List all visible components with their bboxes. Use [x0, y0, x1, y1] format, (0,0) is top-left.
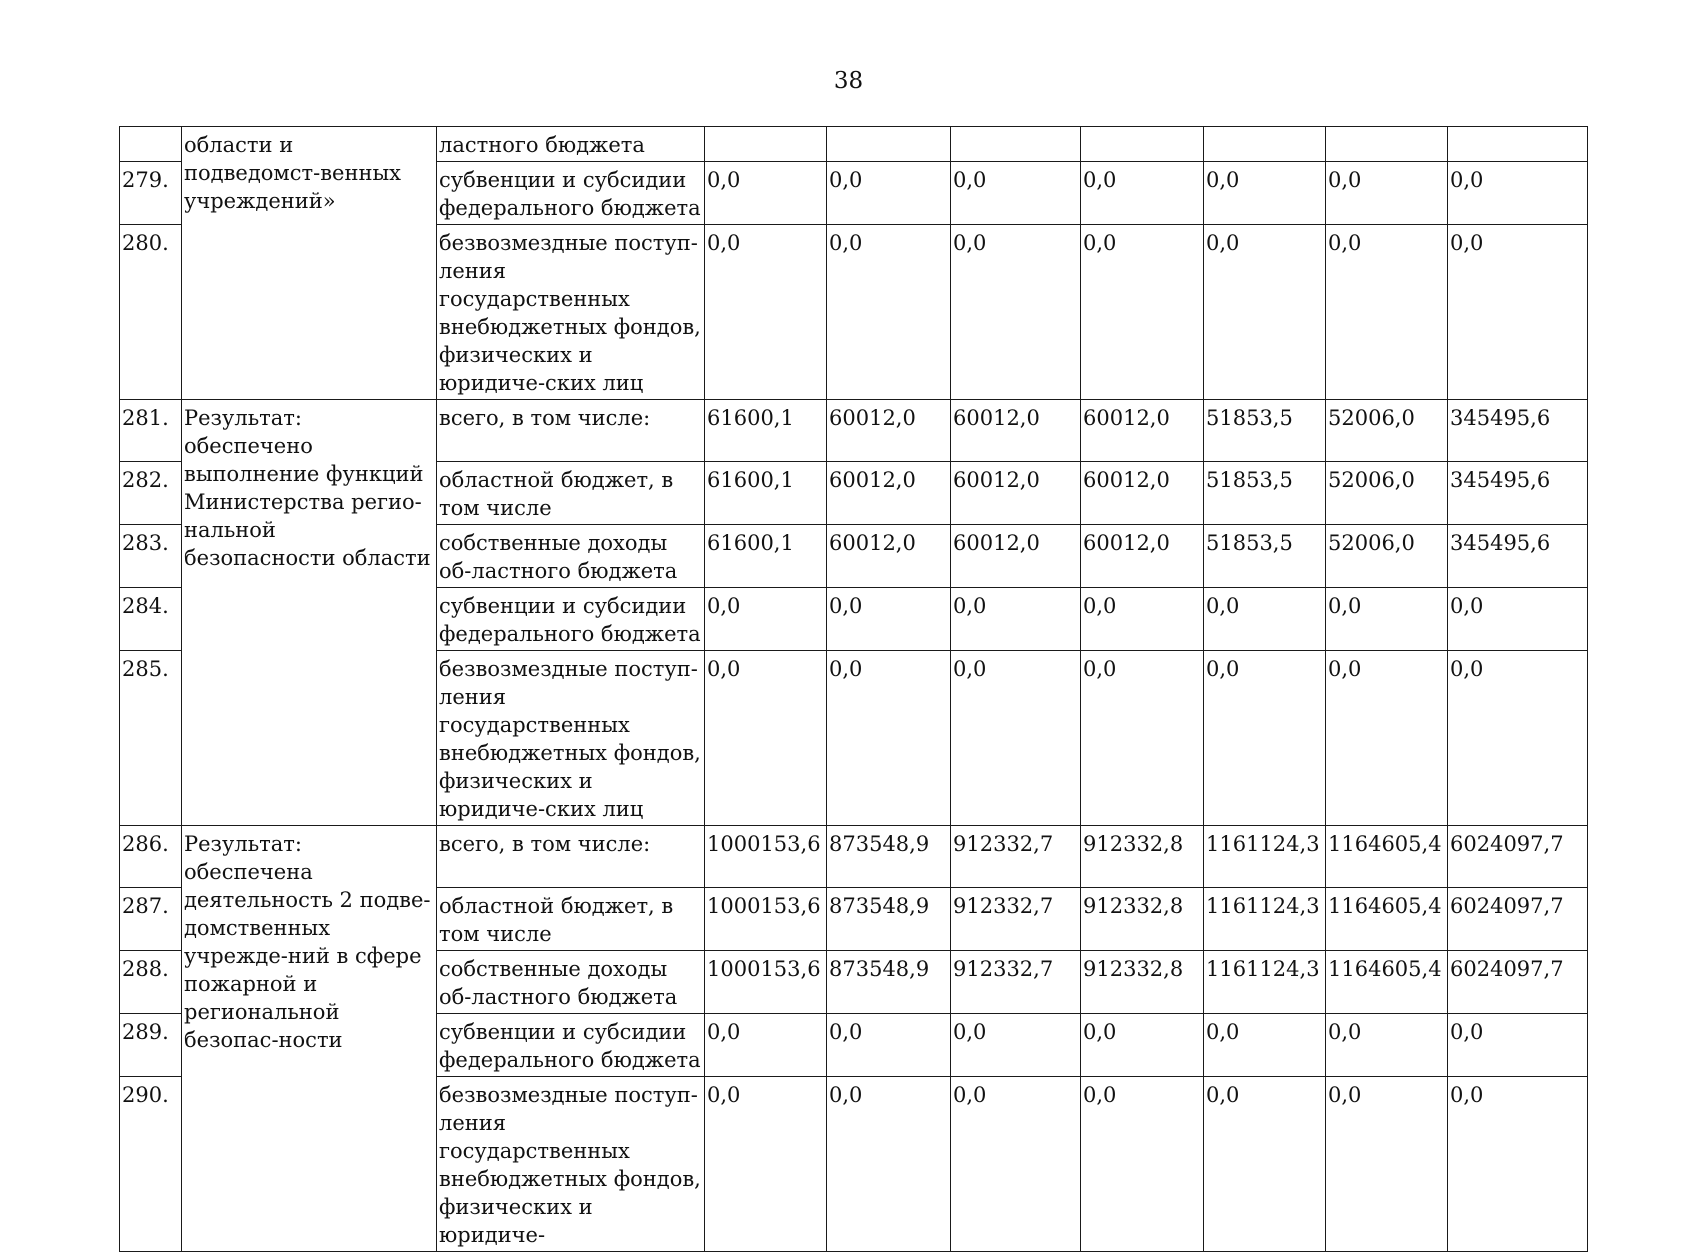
value-cell: 0,0 — [1326, 225, 1448, 400]
value-cell: 6024097,7 — [1448, 826, 1588, 888]
value-cell: 60012,0 — [951, 462, 1081, 525]
value-cell: 0,0 — [1448, 588, 1588, 651]
funding-source: безвозмездные поступ-ления государственных внебюджетных фондов, физических и юридиче-ских лиц — [437, 651, 705, 826]
value-cell: 1161124,3 — [1204, 888, 1326, 951]
value-cell: 912332,8 — [1081, 888, 1204, 951]
value-cell — [1448, 127, 1588, 162]
value-cell: 1000153,6 — [705, 888, 827, 951]
value-cell — [951, 127, 1081, 162]
funding-source: ластного бюджета — [437, 127, 705, 162]
value-cell: 0,0 — [1448, 1077, 1588, 1252]
value-cell: 0,0 — [1326, 588, 1448, 651]
value-cell: 60012,0 — [1081, 462, 1204, 525]
value-cell: 0,0 — [827, 1014, 951, 1077]
value-cell: 60012,0 — [827, 525, 951, 588]
value-cell: 60012,0 — [951, 525, 1081, 588]
value-cell: 61600,1 — [705, 400, 827, 462]
value-cell: 60012,0 — [827, 400, 951, 462]
row-number: 281. — [120, 400, 182, 462]
row-number: 285. — [120, 651, 182, 826]
value-cell: 0,0 — [951, 588, 1081, 651]
value-cell: 0,0 — [1081, 588, 1204, 651]
value-cell: 912332,7 — [951, 951, 1081, 1014]
value-cell: 0,0 — [705, 1077, 827, 1252]
value-cell: 0,0 — [951, 651, 1081, 826]
value-cell: 345495,6 — [1448, 400, 1588, 462]
value-cell: 0,0 — [1326, 651, 1448, 826]
result-description: области и подведомст-венных учреждений» — [182, 127, 437, 400]
funding-source: субвенции и субсидии федерального бюджета — [437, 1014, 705, 1077]
value-cell — [1326, 127, 1448, 162]
row-number: 287. — [120, 888, 182, 951]
funding-source: всего, в том числе: — [437, 400, 705, 462]
value-cell: 60012,0 — [827, 462, 951, 525]
value-cell: 0,0 — [1204, 1077, 1326, 1252]
value-cell: 60012,0 — [951, 400, 1081, 462]
value-cell: 1000153,6 — [705, 951, 827, 1014]
row-number: 282. — [120, 462, 182, 525]
value-cell: 60012,0 — [1081, 400, 1204, 462]
value-cell: 6024097,7 — [1448, 888, 1588, 951]
value-cell: 0,0 — [1081, 651, 1204, 826]
value-cell — [827, 127, 951, 162]
value-cell: 0,0 — [827, 1077, 951, 1252]
value-cell: 345495,6 — [1448, 525, 1588, 588]
value-cell: 0,0 — [1081, 1077, 1204, 1252]
funding-source: областной бюджет, в том числе — [437, 462, 705, 525]
value-cell: 0,0 — [951, 1014, 1081, 1077]
value-cell: 0,0 — [1448, 1014, 1588, 1077]
value-cell: 61600,1 — [705, 462, 827, 525]
value-cell: 0,0 — [1204, 162, 1326, 225]
row-number: 283. — [120, 525, 182, 588]
value-cell: 0,0 — [1081, 225, 1204, 400]
funding-source: безвозмездные поступ-ления государственных внебюджетных фондов, физических и юридиче-ских лиц — [437, 225, 705, 400]
value-cell: 912332,8 — [1081, 826, 1204, 888]
value-cell: 0,0 — [1081, 162, 1204, 225]
value-cell: 0,0 — [705, 162, 827, 225]
value-cell: 345495,6 — [1448, 462, 1588, 525]
value-cell: 0,0 — [1448, 225, 1588, 400]
value-cell: 0,0 — [1448, 651, 1588, 826]
value-cell: 52006,0 — [1326, 462, 1448, 525]
value-cell — [1081, 127, 1204, 162]
value-cell: 873548,9 — [827, 888, 951, 951]
value-cell: 60012,0 — [1081, 525, 1204, 588]
row-number: 288. — [120, 951, 182, 1014]
value-cell: 0,0 — [705, 225, 827, 400]
value-cell: 0,0 — [1326, 1077, 1448, 1252]
value-cell: 912332,7 — [951, 826, 1081, 888]
value-cell: 912332,7 — [951, 888, 1081, 951]
value-cell: 0,0 — [827, 651, 951, 826]
funding-source: областной бюджет, в том числе — [437, 888, 705, 951]
value-cell: 0,0 — [1448, 162, 1588, 225]
result-description: Результат: обеспечено выполнение функций Министерства регио-нальной безопасности области — [182, 400, 437, 826]
table-row — [120, 400, 1588, 462]
value-cell: 0,0 — [1081, 1014, 1204, 1077]
funding-source: субвенции и субсидии федерального бюджета — [437, 588, 705, 651]
value-cell: 52006,0 — [1326, 400, 1448, 462]
value-cell: 912332,8 — [1081, 951, 1204, 1014]
table-body — [120, 127, 1588, 1252]
value-cell: 0,0 — [827, 162, 951, 225]
value-cell: 1161124,3 — [1204, 826, 1326, 888]
row-number: 279. — [120, 162, 182, 225]
value-cell: 1164605,4 — [1326, 826, 1448, 888]
value-cell: 0,0 — [705, 588, 827, 651]
value-cell: 52006,0 — [1326, 525, 1448, 588]
funding-source: всего, в том числе: — [437, 826, 705, 888]
value-cell: 0,0 — [1204, 651, 1326, 826]
value-cell: 51853,5 — [1204, 400, 1326, 462]
value-cell: 0,0 — [951, 1077, 1081, 1252]
value-cell: 0,0 — [705, 651, 827, 826]
value-cell: 873548,9 — [827, 951, 951, 1014]
table-row — [120, 127, 1588, 162]
row-number: 290. — [120, 1077, 182, 1252]
value-cell: 0,0 — [827, 225, 951, 400]
value-cell: 0,0 — [1204, 1014, 1326, 1077]
value-cell: 1164605,4 — [1326, 888, 1448, 951]
value-cell: 873548,9 — [827, 826, 951, 888]
row-number: 280. — [120, 225, 182, 400]
value-cell: 0,0 — [1204, 588, 1326, 651]
value-cell: 51853,5 — [1204, 525, 1326, 588]
result-description: Результат: обеспечена деятельность 2 подве-домственных учрежде-ний в сфере пожарной и региональной безопас-ности — [182, 826, 437, 1252]
row-number — [120, 127, 182, 162]
budget-table — [119, 126, 1588, 1252]
page-number: 38 — [833, 68, 864, 94]
funding-source: собственные доходы об-ластного бюджета — [437, 525, 705, 588]
value-cell: 51853,5 — [1204, 462, 1326, 525]
row-number: 289. — [120, 1014, 182, 1077]
value-cell: 1000153,6 — [705, 826, 827, 888]
value-cell: 6024097,7 — [1448, 951, 1588, 1014]
table-row — [120, 826, 1588, 888]
value-cell — [705, 127, 827, 162]
value-cell: 0,0 — [1326, 162, 1448, 225]
funding-source: безвозмездные поступ-ления государственных внебюджетных фондов, физических и юридиче- — [437, 1077, 705, 1252]
funding-source: собственные доходы об-ластного бюджета — [437, 951, 705, 1014]
value-cell: 1161124,3 — [1204, 951, 1326, 1014]
value-cell: 0,0 — [827, 588, 951, 651]
value-cell: 0,0 — [951, 162, 1081, 225]
value-cell: 61600,1 — [705, 525, 827, 588]
value-cell: 0,0 — [951, 225, 1081, 400]
value-cell — [1204, 127, 1326, 162]
value-cell: 0,0 — [1326, 1014, 1448, 1077]
funding-source: субвенции и субсидии федерального бюджета — [437, 162, 705, 225]
value-cell: 0,0 — [1204, 225, 1326, 400]
row-number: 286. — [120, 826, 182, 888]
value-cell: 1164605,4 — [1326, 951, 1448, 1014]
row-number: 284. — [120, 588, 182, 651]
value-cell: 0,0 — [705, 1014, 827, 1077]
